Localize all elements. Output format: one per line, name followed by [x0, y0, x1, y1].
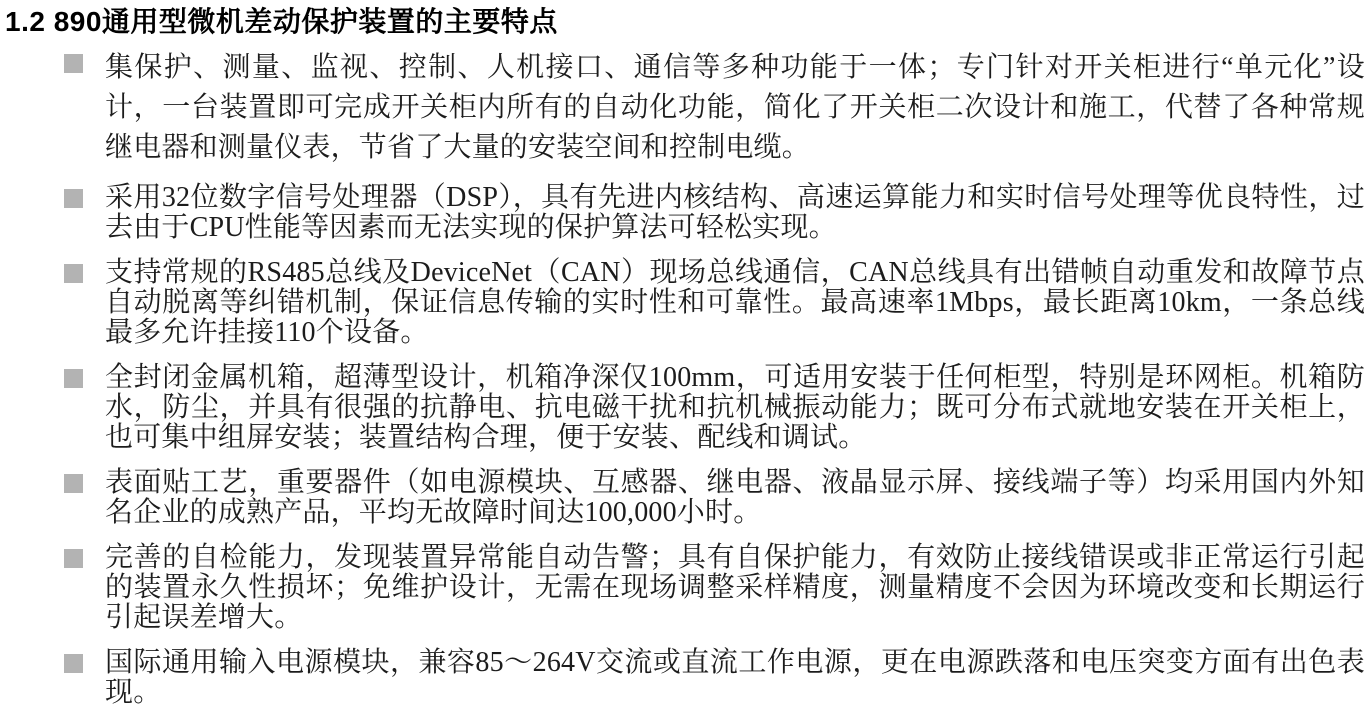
square-bullet-icon — [64, 654, 83, 673]
feature-item-3 — [0, 258, 1370, 348]
feature-text: 国际通用输入电源模块，兼容85～264V交流或直流工作电源，更在电源跌落和电压突变方面有出色表现。 — [105, 647, 1365, 708]
feature-text: 表面贴工艺，重要器件（如电源模块、互感器、继电器、液晶显示屏、接线端子等）均采用国内外知名企业的成熟产品，平均无故障时间达100,000小时。 — [105, 467, 1365, 528]
square-bullet-icon — [64, 264, 83, 283]
feature-item-4 — [0, 363, 1370, 453]
feature-text: 支持常规的RS485总线及DeviceNet（CAN）现场总线通信，CAN总线具有出错帧自动重发和故障节点自动脱离等纠错机制，保证信息传输的实时性和可靠性。最高速率1Mbps，最长距离10km，一条总线最多允许挂接110个设备。 — [105, 257, 1365, 348]
feature-item-2 — [0, 183, 1370, 243]
square-bullet-icon — [64, 549, 83, 568]
feature-list — [0, 48, 1370, 708]
feature-item-6 — [0, 543, 1370, 633]
feature-item-7 — [0, 648, 1370, 708]
section-heading: 1.2 890通用型微机差动保护装置的主要特点 — [5, 6, 558, 37]
square-bullet-icon — [64, 474, 83, 493]
feature-text: 全封闭金属机箱，超薄型设计，机箱净深仅100mm，可适用安装于任何柜型，特别是环网柜。机箱防水，防尘，并具有很强的抗静电、抗电磁干扰和抗机械振动能力；既可分布式就地安装在开关柜上，也可集中组屏安装；装置结构合理，便于安装、配线和调试。 — [105, 362, 1365, 453]
square-bullet-icon — [64, 189, 83, 208]
feature-item-1 — [0, 48, 1370, 168]
feature-text: 完善的自检能力，发现装置异常能自动告警；具有自保护能力，有效防止接线错误或非正常运行引起的装置永久性损坏；免维护设计，无需在现场调整采样精度，测量精度不会因为环境改变和长期运行引起误差增大。 — [105, 542, 1365, 633]
square-bullet-icon — [64, 54, 83, 73]
square-bullet-icon — [64, 369, 83, 388]
feature-text: 集保护、测量、监视、控制、人机接口、通信等多种功能于一体；专门针对开关柜进行“单元化”设计，一台装置即可完成开关柜内所有的自动化功能，简化了开关柜二次设计和施工，代替了各种常规继电器和测量仪表，节省了大量的安装空间和控制电缆。 — [105, 52, 1365, 163]
feature-item-5 — [0, 468, 1370, 528]
feature-text: 采用32位数字信号处理器（DSP），具有先进内核结构、高速运算能力和实时信号处理等优良特性，过去由于CPU性能等因素而无法实现的保护算法可轻松实现。 — [105, 182, 1365, 243]
